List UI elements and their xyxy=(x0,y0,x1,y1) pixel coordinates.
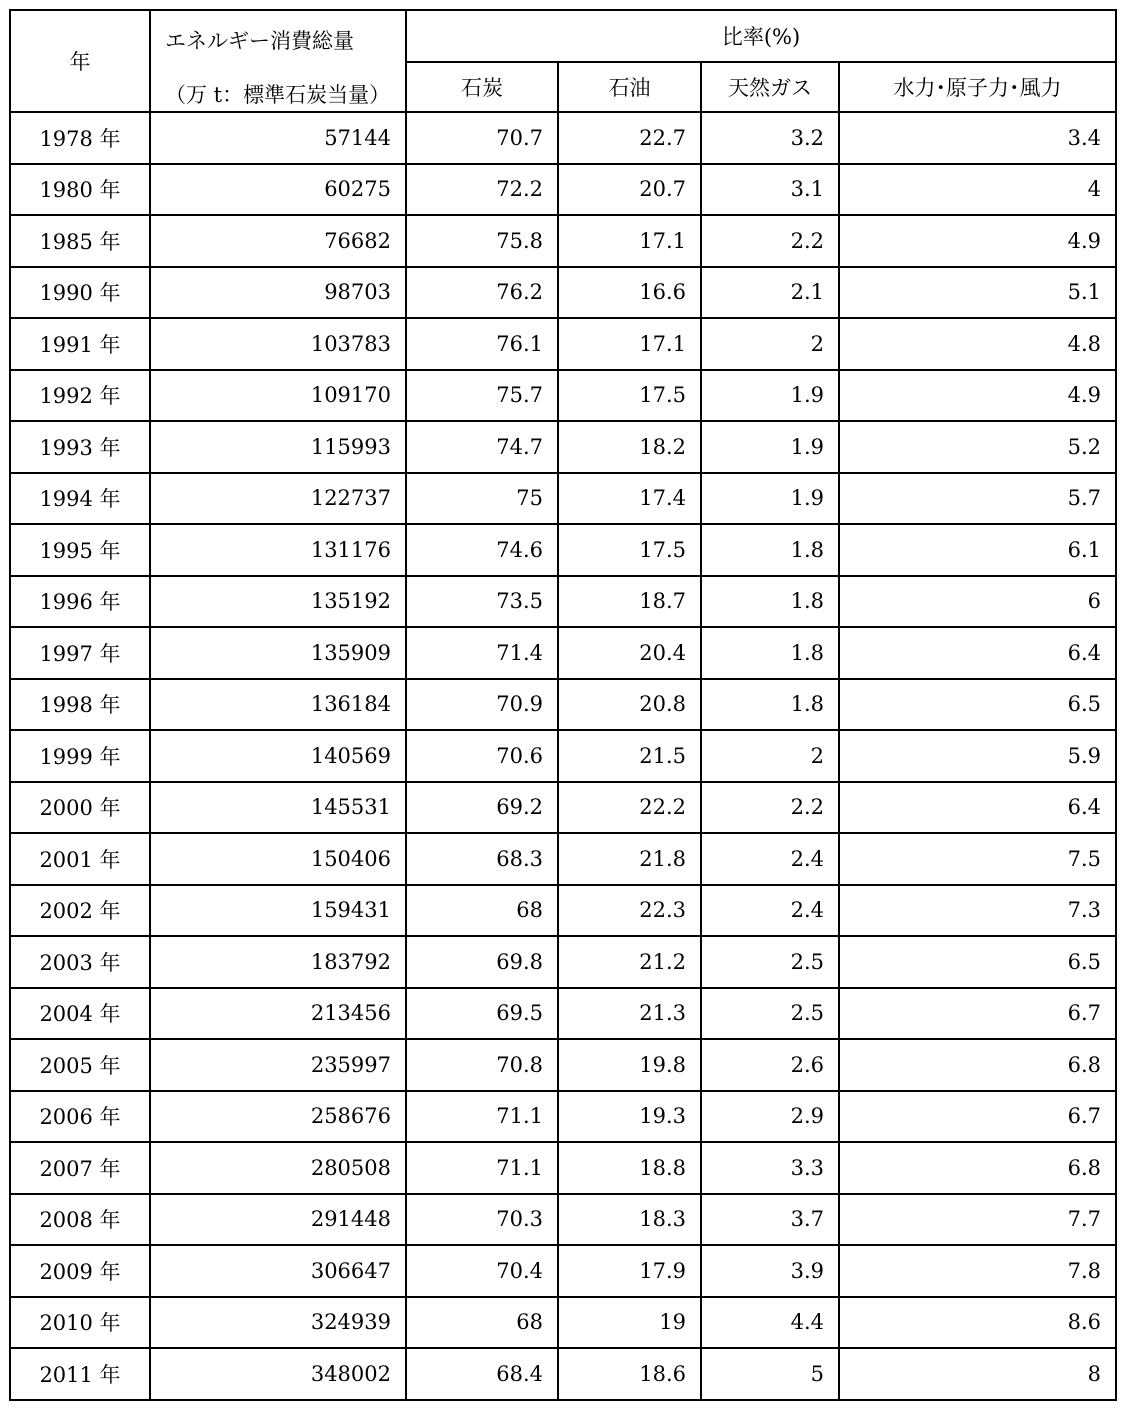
total-cell: 122737 xyxy=(150,473,406,525)
header-row-1 xyxy=(10,10,1116,62)
coal-header: 石炭 xyxy=(406,62,558,112)
total-cell: 348002 xyxy=(150,1348,406,1400)
coal-cell: 70.3 xyxy=(406,1194,558,1246)
total-cell: 291448 xyxy=(150,1194,406,1246)
coal-cell: 75.7 xyxy=(406,370,558,422)
oil-cell: 17.1 xyxy=(558,215,701,267)
coal-cell: 70.6 xyxy=(406,730,558,782)
total-cell: 324939 xyxy=(150,1297,406,1349)
hydro-nuclear-wind-cell: 6.7 xyxy=(839,1091,1116,1143)
total-cell: 140569 xyxy=(150,730,406,782)
hydro-nuclear-wind-cell: 5.1 xyxy=(839,267,1116,319)
gas-cell: 1.8 xyxy=(701,576,839,628)
total-cell: 135192 xyxy=(150,576,406,628)
oil-cell: 21.2 xyxy=(558,936,701,988)
gas-cell: 2.2 xyxy=(701,782,839,834)
total-cell: 145531 xyxy=(150,782,406,834)
total-consumption-header-unit: （万 t：標準石炭当量） xyxy=(165,83,391,107)
gas-cell: 3.1 xyxy=(701,164,839,216)
coal-cell: 70.7 xyxy=(406,112,558,164)
oil-cell: 21.8 xyxy=(558,833,701,885)
year-cell: 1997 年 xyxy=(10,627,150,679)
coal-cell: 68 xyxy=(406,885,558,937)
total-cell: 280508 xyxy=(150,1142,406,1194)
hydro-nuclear-wind-cell: 4.9 xyxy=(839,215,1116,267)
table-row xyxy=(10,112,1116,164)
oil-cell: 20.8 xyxy=(558,679,701,731)
table-row xyxy=(10,267,1116,319)
gas-cell: 2 xyxy=(701,318,839,370)
total-cell: 183792 xyxy=(150,936,406,988)
table-row xyxy=(10,1245,1116,1297)
year-cell: 1980 年 xyxy=(10,164,150,216)
hydro-nuclear-wind-cell: 3.4 xyxy=(839,112,1116,164)
gas-cell: 3.2 xyxy=(701,112,839,164)
oil-cell: 17.4 xyxy=(558,473,701,525)
year-cell: 2009 年 xyxy=(10,1245,150,1297)
total-cell: 76682 xyxy=(150,215,406,267)
total-cell: 235997 xyxy=(150,1039,406,1091)
hydro-nuclear-wind-cell: 6.5 xyxy=(839,936,1116,988)
hydro-nuclear-wind-cell: 6.4 xyxy=(839,782,1116,834)
coal-cell: 76.1 xyxy=(406,318,558,370)
coal-cell: 70.8 xyxy=(406,1039,558,1091)
coal-cell: 75.8 xyxy=(406,215,558,267)
year-cell: 1991 年 xyxy=(10,318,150,370)
oil-cell: 17.5 xyxy=(558,370,701,422)
gas-cell: 3.9 xyxy=(701,1245,839,1297)
year-cell: 2004 年 xyxy=(10,988,150,1040)
year-cell: 1990 年 xyxy=(10,267,150,319)
coal-cell: 71.1 xyxy=(406,1142,558,1194)
oil-cell: 19 xyxy=(558,1297,701,1349)
oil-header: 石油 xyxy=(558,62,701,112)
year-cell: 2001 年 xyxy=(10,833,150,885)
total-cell: 213456 xyxy=(150,988,406,1040)
hydro-nuclear-wind-cell: 7.7 xyxy=(839,1194,1116,1246)
table-row xyxy=(10,370,1116,422)
coal-cell: 69.2 xyxy=(406,782,558,834)
oil-cell: 22.3 xyxy=(558,885,701,937)
oil-cell: 19.3 xyxy=(558,1091,701,1143)
table-row xyxy=(10,524,1116,576)
year-header: 年 xyxy=(10,10,150,112)
hydro-nuclear-wind-cell: 6 xyxy=(839,576,1116,628)
table-row xyxy=(10,576,1116,628)
coal-cell: 72.2 xyxy=(406,164,558,216)
year-cell: 1978 年 xyxy=(10,112,150,164)
gas-cell: 1.9 xyxy=(701,421,839,473)
year-cell: 2005 年 xyxy=(10,1039,150,1091)
gas-header: 天然ガス xyxy=(701,62,839,112)
total-cell: 136184 xyxy=(150,679,406,731)
hydro-nuclear-wind-cell: 7.8 xyxy=(839,1245,1116,1297)
table-row xyxy=(10,1091,1116,1143)
oil-cell: 17.9 xyxy=(558,1245,701,1297)
table-row xyxy=(10,421,1116,473)
table-row xyxy=(10,782,1116,834)
oil-cell: 18.2 xyxy=(558,421,701,473)
total-cell: 306647 xyxy=(150,1245,406,1297)
hydro-nuclear-wind-cell: 6.4 xyxy=(839,627,1116,679)
coal-cell: 76.2 xyxy=(406,267,558,319)
coal-cell: 68 xyxy=(406,1297,558,1349)
table-row xyxy=(10,1297,1116,1349)
gas-cell: 2.4 xyxy=(701,885,839,937)
year-cell: 1993 年 xyxy=(10,421,150,473)
gas-cell: 1.9 xyxy=(701,370,839,422)
year-cell: 2007 年 xyxy=(10,1142,150,1194)
oil-cell: 21.5 xyxy=(558,730,701,782)
year-cell: 2011 年 xyxy=(10,1348,150,1400)
total-consumption-header xyxy=(150,10,406,112)
gas-cell: 4.4 xyxy=(701,1297,839,1349)
year-cell: 1998 年 xyxy=(10,679,150,731)
hydro-nuclear-wind-cell: 6.7 xyxy=(839,988,1116,1040)
hydro-nuclear-wind-cell: 6.8 xyxy=(839,1142,1116,1194)
year-cell: 2003 年 xyxy=(10,936,150,988)
coal-cell: 70.9 xyxy=(406,679,558,731)
total-cell: 135909 xyxy=(150,627,406,679)
gas-cell: 2.2 xyxy=(701,215,839,267)
hydro-nuclear-wind-cell: 8 xyxy=(839,1348,1116,1400)
total-cell: 258676 xyxy=(150,1091,406,1143)
year-cell: 2002 年 xyxy=(10,885,150,937)
table-row xyxy=(10,730,1116,782)
gas-cell: 2.6 xyxy=(701,1039,839,1091)
oil-cell: 16.6 xyxy=(558,267,701,319)
coal-cell: 71.1 xyxy=(406,1091,558,1143)
coal-cell: 74.7 xyxy=(406,421,558,473)
year-cell: 1994 年 xyxy=(10,473,150,525)
total-cell: 131176 xyxy=(150,524,406,576)
table-row xyxy=(10,1194,1116,1246)
gas-cell: 3.7 xyxy=(701,1194,839,1246)
total-cell: 150406 xyxy=(150,833,406,885)
year-cell: 1992 年 xyxy=(10,370,150,422)
year-cell: 2008 年 xyxy=(10,1194,150,1246)
coal-cell: 68.4 xyxy=(406,1348,558,1400)
table-row xyxy=(10,627,1116,679)
oil-cell: 17.1 xyxy=(558,318,701,370)
hydro-nuclear-wind-header: 水力･原子力･風力 xyxy=(839,62,1116,112)
oil-cell: 18.7 xyxy=(558,576,701,628)
gas-cell: 2.5 xyxy=(701,936,839,988)
gas-cell: 1.8 xyxy=(701,627,839,679)
table-row xyxy=(10,1142,1116,1194)
gas-cell: 2.1 xyxy=(701,267,839,319)
hydro-nuclear-wind-cell: 5.9 xyxy=(839,730,1116,782)
hydro-nuclear-wind-cell: 5.7 xyxy=(839,473,1116,525)
table-row xyxy=(10,1348,1116,1400)
gas-cell: 2.5 xyxy=(701,988,839,1040)
coal-cell: 68.3 xyxy=(406,833,558,885)
gas-cell: 3.3 xyxy=(701,1142,839,1194)
year-cell: 1996 年 xyxy=(10,576,150,628)
table-row xyxy=(10,833,1116,885)
coal-cell: 73.5 xyxy=(406,576,558,628)
table-row xyxy=(10,164,1116,216)
hydro-nuclear-wind-cell: 4.8 xyxy=(839,318,1116,370)
total-cell: 60275 xyxy=(150,164,406,216)
oil-cell: 18.8 xyxy=(558,1142,701,1194)
oil-cell: 17.5 xyxy=(558,524,701,576)
total-cell: 159431 xyxy=(150,885,406,937)
coal-cell: 70.4 xyxy=(406,1245,558,1297)
oil-cell: 20.7 xyxy=(558,164,701,216)
table-row xyxy=(10,473,1116,525)
hydro-nuclear-wind-cell: 4.9 xyxy=(839,370,1116,422)
oil-cell: 22.2 xyxy=(558,782,701,834)
oil-cell: 18.6 xyxy=(558,1348,701,1400)
gas-cell: 2.4 xyxy=(701,833,839,885)
hydro-nuclear-wind-cell: 4 xyxy=(839,164,1116,216)
coal-cell: 75 xyxy=(406,473,558,525)
gas-cell: 2 xyxy=(701,730,839,782)
oil-cell: 19.8 xyxy=(558,1039,701,1091)
year-cell: 1985 年 xyxy=(10,215,150,267)
table-row xyxy=(10,1039,1116,1091)
hydro-nuclear-wind-cell: 6.1 xyxy=(839,524,1116,576)
oil-cell: 20.4 xyxy=(558,627,701,679)
table-row xyxy=(10,936,1116,988)
total-cell: 115993 xyxy=(150,421,406,473)
total-cell: 103783 xyxy=(150,318,406,370)
year-cell: 2000 年 xyxy=(10,782,150,834)
oil-cell: 21.3 xyxy=(558,988,701,1040)
hydro-nuclear-wind-cell: 7.3 xyxy=(839,885,1116,937)
year-cell: 1995 年 xyxy=(10,524,150,576)
total-cell: 57144 xyxy=(150,112,406,164)
gas-cell: 2.9 xyxy=(701,1091,839,1143)
hydro-nuclear-wind-cell: 6.5 xyxy=(839,679,1116,731)
gas-cell: 1.9 xyxy=(701,473,839,525)
total-consumption-header-title: エネルギー消費総量 xyxy=(165,29,354,53)
total-cell: 109170 xyxy=(150,370,406,422)
ratio-header: 比率(%) xyxy=(406,10,1116,62)
total-cell: 98703 xyxy=(150,267,406,319)
table-row xyxy=(10,988,1116,1040)
coal-cell: 69.5 xyxy=(406,988,558,1040)
coal-cell: 69.8 xyxy=(406,936,558,988)
hydro-nuclear-wind-cell: 7.5 xyxy=(839,833,1116,885)
table-row xyxy=(10,885,1116,937)
table-body xyxy=(10,112,1116,1400)
hydro-nuclear-wind-cell: 5.2 xyxy=(839,421,1116,473)
table-row xyxy=(10,318,1116,370)
gas-cell: 1.8 xyxy=(701,524,839,576)
coal-cell: 74.6 xyxy=(406,524,558,576)
table-row xyxy=(10,215,1116,267)
oil-cell: 22.7 xyxy=(558,112,701,164)
hydro-nuclear-wind-cell: 6.8 xyxy=(839,1039,1116,1091)
coal-cell: 71.4 xyxy=(406,627,558,679)
gas-cell: 1.8 xyxy=(701,679,839,731)
gas-cell: 5 xyxy=(701,1348,839,1400)
energy-consumption-table xyxy=(9,9,1117,1401)
oil-cell: 18.3 xyxy=(558,1194,701,1246)
year-cell: 2006 年 xyxy=(10,1091,150,1143)
year-cell: 2010 年 xyxy=(10,1297,150,1349)
hydro-nuclear-wind-cell: 8.6 xyxy=(839,1297,1116,1349)
table-row xyxy=(10,679,1116,731)
year-cell: 1999 年 xyxy=(10,730,150,782)
